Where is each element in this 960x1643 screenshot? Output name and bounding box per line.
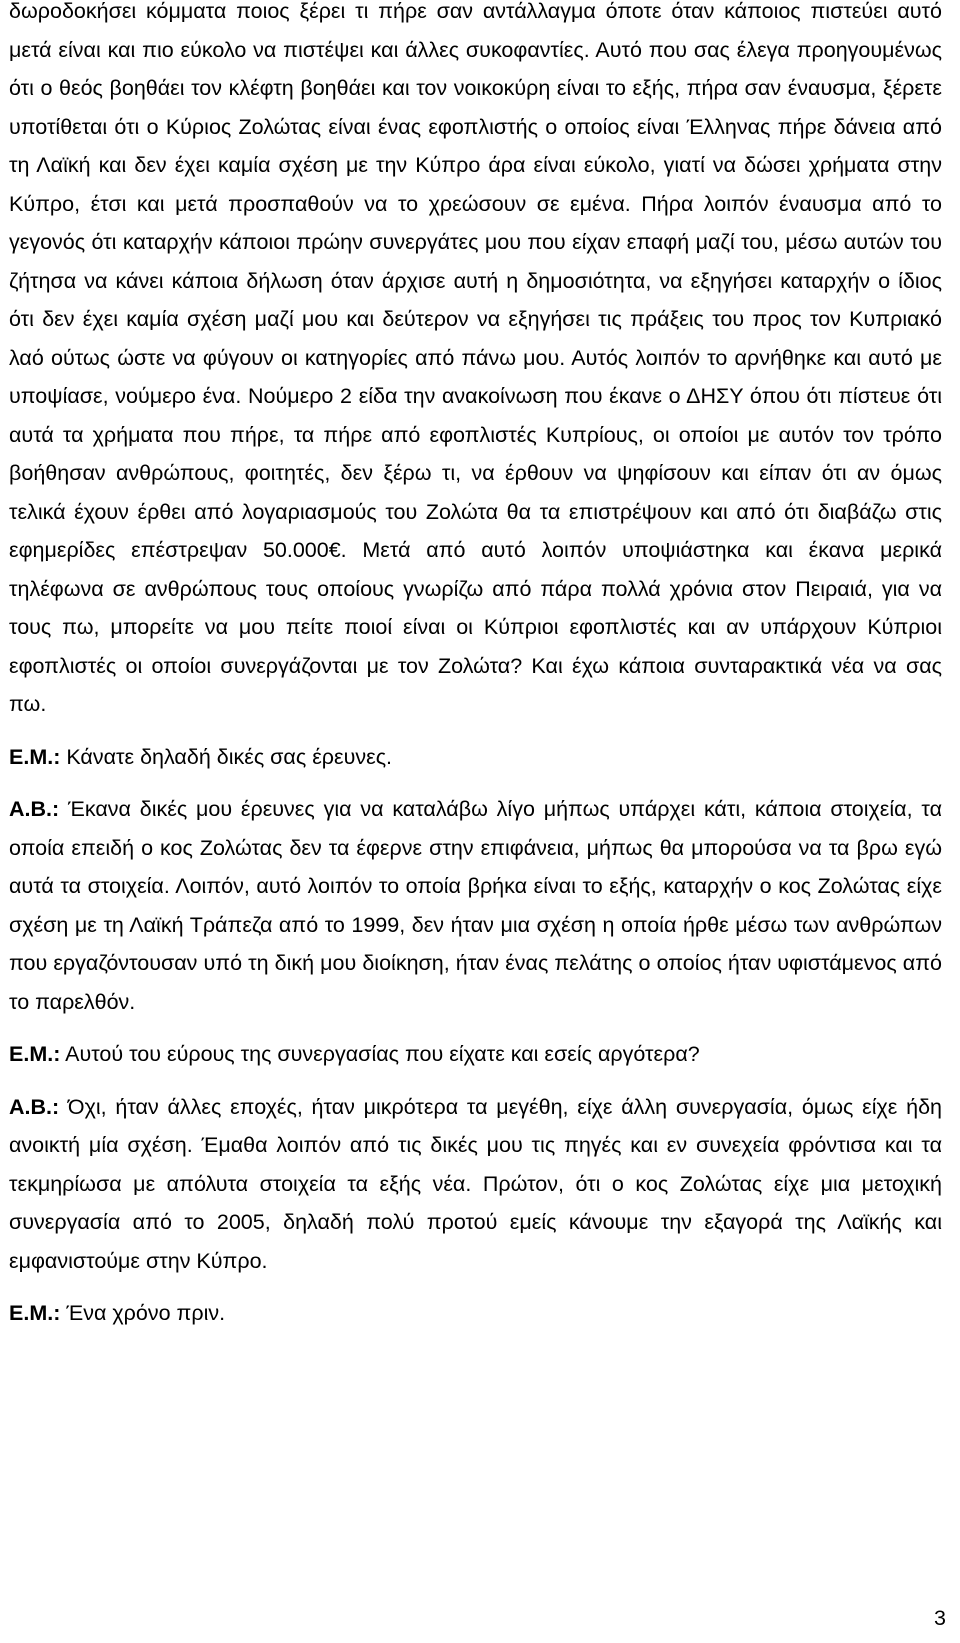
- exchange-text: Αυτού του εύρους της συνεργασίας που είχατε και εσείς αργότερα?: [60, 1042, 700, 1066]
- speaker-label: Ε.Μ.:: [9, 1042, 61, 1066]
- exchange-text: Κάνατε δηλαδή δικές σας έρευνες.: [60, 744, 393, 769]
- exchange-paragraph: [9, 1088, 942, 1281]
- exchange-paragraph: [9, 1035, 942, 1074]
- exchange-text: Ένα χρόνο πριν.: [60, 1301, 226, 1325]
- exchange-paragraph: [9, 738, 942, 777]
- speaker-label: Ε.Μ.:: [9, 1301, 61, 1325]
- speaker-label: Α.Β.:: [9, 1094, 60, 1119]
- exchange-paragraph: [9, 790, 942, 1021]
- continued-paragraph: δωροδοκήσει κόμματα ποιος ξέρει τι πήρε σαν αντάλλαγμα όποτε όταν κάποιος πιστεύει αυτό μετά είναι και πιο εύκολο να πιστέψει και άλλες συκοφαντίες. Αυτό που σας έλεγα προηγουμένως ότι ο θεός βοηθάει τον κλέφτη βοηθάει και τον νοικοκύρη είναι το εξής, πήρα σαν έναυσμα, ξέρετε υποτίθεται ότι ο Κύριος Ζολώτας είναι ένας εφοπλιστής ο οποίος είναι Έλληνας πήρε δάνεια από τη Λαϊκή και δεν έχει καμία σχέση με την Κύπρο άρα είναι εύκολο, γιατί να δώσει χρήματα στην Κύπρο, έτσι και μετά προσπαθούν να το χρεώσουν σε εμένα. Πήρα λοιπόν έναυσμα από το γεγονός ότι καταρχήν κάποιοι πρώην συνεργάτες μου που είχαν επαφή μαζί του, μέσω αυτών του ζήτησα να κάνει κάποια δήλωση όταν άρχισε αυτή η δημοσιότητα, να εξηγήσει καταρχήν ο ίδιος ότι δεν έχει καμία σχέση μαζί μου και δεύτερον να εξηγήσει τις πράξεις του προς τον Κυπριακό λαό ούτως ώστε να φύγουν οι κατηγορίες από πάνω μου. Αυτός λοιπόν το αρνήθηκε και αυτό με υποψίασε, νούμερο ένα. Νούμερο 2 είδα την ανακοίνωση που έκανε ο ΔΗΣΥ όπου ότι πίστευε ότι αυτά τα χρήματα που πήρε, τα πήρε από εφοπλιστές Κυπρίους, οι οποίοι με αυτόν τον τρόπο βοήθησαν ανθρώπους, φοιτητές, δεν ξέρω τι, να έρθουν να ψηφίσουν και είπαν ότι αν όμως τελικά έχουν έρθει από λογαριασμούς του Ζολώτα θα τα επιστρέψουν και από ότι διαβάζω στις εφημερίδες επέστρεψαν 50.000€. Μετά από αυτό λοιπόν υποψιάστηκα και έκανα μερικά τηλέφωνα σε ανθρώπους τους οποίους γνωρίζω από πάρα πολλά χρόνια στον Πειραιά, για να τους πω, μπορείτε να μου πείτε ποιοί είναι οι Κύπριοι εφοπλιστές και αν υπάρχουν Κύπριοι εφοπλιστές οι οποίοι συνεργάζονται με τον Ζολώτα? Και έχω κάποια συνταρακτικά νέα να σας πω.: [9, 0, 942, 716]
- exchange-text: Έκανα δικές μου έρευνες για να καταλάβω λίγο μήπως υπάρχει κάτι, κάποια στοιχεία, τα οποία επειδή ο κος Ζολώτας δεν τα έφερνε στην επιφάνεια, μήπως θα μπορούσα να τα βρω εγώ αυτά τα στοιχεία. Λοιπόν, αυτό λοιπόν το οποία βρήκα είναι το εξής, καταρχήν ο κος Ζολώτας είχε σχέση με τη Λαϊκή Τράπεζα από το 1999, δεν ήταν μια σχέση η οποία ήρθε μέσω των ανθρώπων που εργαζόντουσαν υπό τη δική μου διοίκηση, ήταν ένας πελάτης ο οποίος ήταν υφιστάμενος από το παρελθόν.: [9, 797, 942, 1014]
- exchange-text: Όχι, ήταν άλλες εποχές, ήταν μικρότερα τα μεγέθη, είχε άλλη συνεργασία, όμως είχε ήδη ανοικτή μία σχέση. Έμαθα λοιπόν από τις δικές μου τις πηγές και εν συνεχεία φρόντισα και τα τεκμηρίωσα με απόλυτα στοιχεία τα εξής νέα. Πρώτον, ότι ο κος Ζολώτας είχε μια μετοχική συνεργασία από το 2005, δηλαδή πολύ προτού εμείς κάνουμε την εξαγορά της Λαϊκής και εμφανιστούμε στην Κύπρο.: [9, 1094, 942, 1273]
- page-number: 3: [934, 1606, 946, 1630]
- speaker-label: Α.Β.:: [9, 797, 60, 821]
- exchange-paragraph: [9, 1294, 942, 1333]
- speaker-label: Ε.Μ.:: [9, 744, 61, 769]
